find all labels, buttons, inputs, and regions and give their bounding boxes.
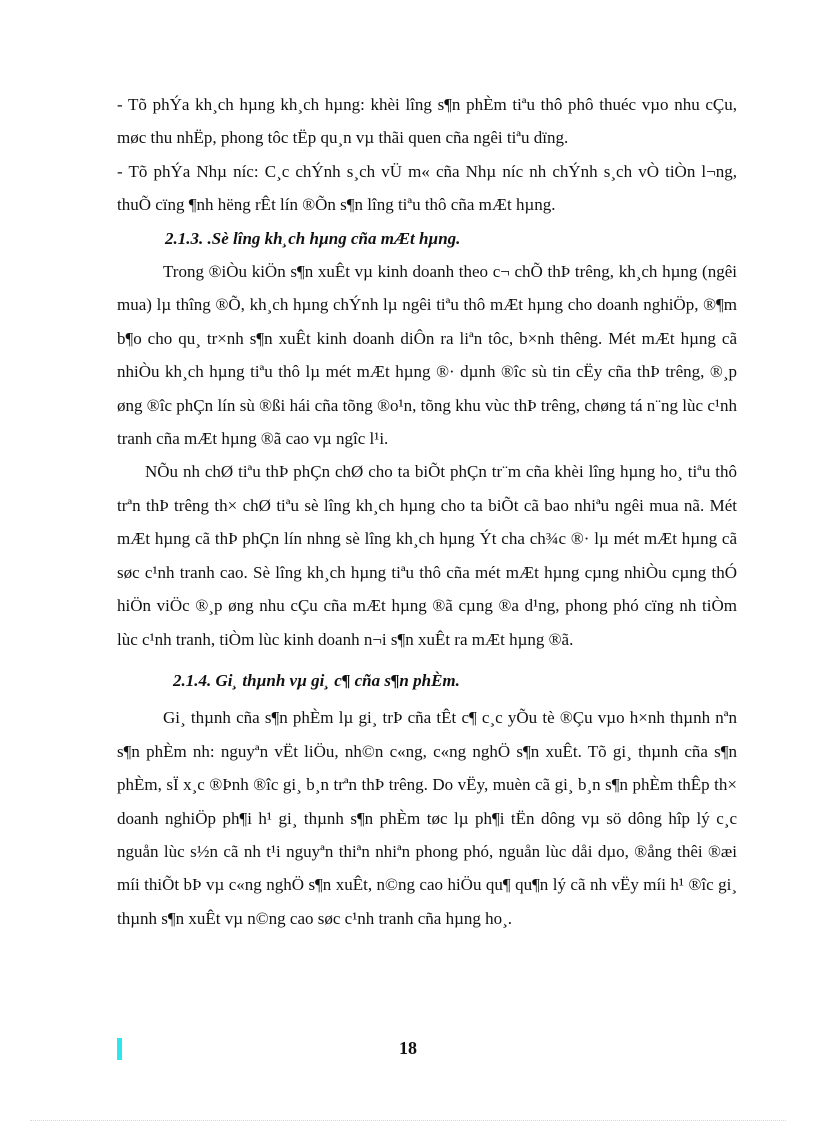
- paragraph-customer-factor: - Tõ phÝa kh¸ch hµng kh¸ch hµng: khèi lîng s¶n phÈm tiªu thô phô thuéc vµo nhu cÇu, møc thu nhËp, phong tôc tËp qu¸n vµ thãi quen cña ngêi tiªu dïng.: [117, 95, 737, 148]
- page-number: 18: [399, 1038, 417, 1058]
- section-heading-2-1-3: 2.1.3. .Sè lîng kh¸ch hµng cña mÆt hµng.: [165, 228, 461, 248]
- paragraph-cost-price: Gi¸ thµnh cña s¶n phÈm lµ gi¸ trÞ cña tÊt c¶ c¸c yÕu tè ®Çu vµo h×nh thµnh nªn s¶n phÈm nh: nguyªn vËt liÖu, nh©n c«ng, c«ng nghÖ s¶n xuÊt. Tõ gi¸ thµnh cña s¶n phÈm, sÏ x¸c ®Þnh ®îc gi¸ b¸n trªn thÞ trêng. Do vËy, muèn cã gi¸ b¸n s¶n phÈm thÊp th× doanh nghiÖp ph¶i h¹ gi¸ thµnh s¶n phÈm tøc lµ ph¶i tËn dông vµ sö dông hîp lý c¸c nguån lùc s½n cã nh t¹i nguyªn thiªn nhiªn phong phó, nguån lùc dåi dµo, ®ång thêi ®æi míi thiÕt bÞ vµ c«ng nghÖ s¶n xuÊt, n©ng cao hiÖu qu¶ qu¶n lý cã nh vËy míi h¹ ®îc gi¸ thµnh s¶n xuÊt vµ n©ng cao søc c¹nh tranh cña hµng ho¸.: [117, 708, 737, 928]
- page-divider: [30, 1120, 786, 1121]
- paragraph-state-factor: - Tõ phÝa Nhµ níc: C¸c chÝnh s¸ch vÜ m« cña Nhµ níc nh chÝnh s¸ch vÒ tiÒn l¬ng, thuÕ cïng ¶nh hëng rÊt lín ®Õn s¶n lîng tiªu thô cña mÆt hµng.: [117, 161, 737, 215]
- section-heading-2-1-4: 2.1.4. Gi¸ thµnh vµ gi¸ c¶ cña s¶n phÈm.: [173, 670, 460, 690]
- paragraph-customers-role: Trong ®iÒu kiÖn s¶n xuÊt vµ kinh doanh theo c¬ chÕ thÞ trêng, kh¸ch hµng (ngêi mua) lµ thîng ®Õ, kh¸ch hµng chÝnh lµ ngêi tiªu thô mÆt hµng cho doanh nghiÖp, ®¶m b¶o cho qu¸ tr×nh s¶n xuÊt kinh doanh diÔn ra liªn tôc, b×nh thêng. Mét mÆt hµng cã nhiÒu kh¸ch hµng tiªu thô lµ mét mÆt hµng ®· dµnh ®îc sù tin cËy cña thÞ trêng, ®¸p øng ®îc phÇn lín sù ®ßi hái cña tõng ®o¹n, tõng khu vùc thÞ trêng, chøng tá n¨ng lùc c¹nh tranh cña mÆt hµng ®ã cao vµ ngîc l¹i.: [117, 262, 737, 449]
- paragraph-market-share: NÕu nh chØ tiªu thÞ phÇn chØ cho ta biÕt phÇn tr¨m cña khèi lîng hµng ho¸ tiªu thô trªn thÞ trêng th× chØ tiªu sè lîng kh¸ch hµng cho ta biÕt cã bao nhiªu ngêi mua nã. Mét mÆt hµng cã thÞ phÇn lín nhng sè lîng kh¸ch hµng Ýt cha ch¾c ®· lµ mét mÆt hµng cã søc c¹nh tranh cao. Sè lîng kh¸ch hµng tiªu thô cña mét mÆt hµng cµng nhiÒu cµng thÓ hiÖn viÖc ®¸p øng nhu cÇu cña mÆt hµng ®ã cµng ®a d¹ng, phong phó cïng nh tiÒm lùc c¹nh tranh, tiÒm lùc kinh doanh n¬i s¶n xuÊt ra mÆt hµng ®ã.: [117, 462, 737, 649]
- body-text: [117, 88, 737, 935]
